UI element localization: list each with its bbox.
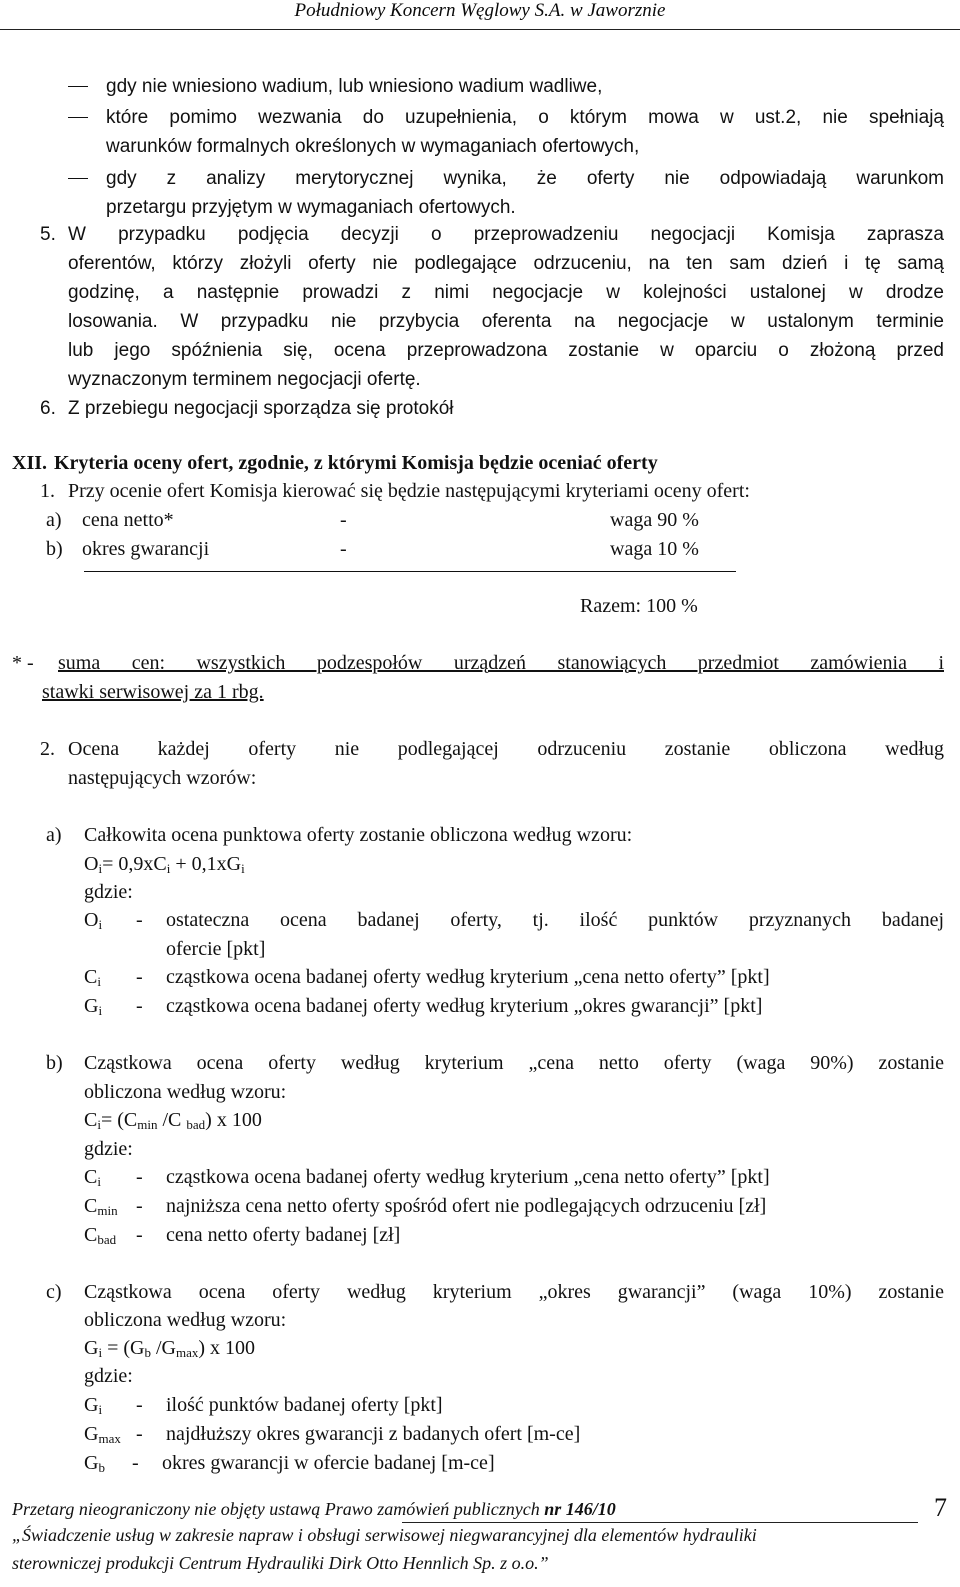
point-6-number: 6. (40, 398, 56, 419)
pa-def-3-sym: $G_i$ (84, 995, 103, 1018)
pc-def-2-sym: $G_{max}$ (84, 1423, 121, 1446)
p1-number: 1. (40, 480, 55, 502)
total: Razem: 100 % (580, 595, 698, 617)
pc-def-2-text: najdłuższy okres gwarancji z badanych ofert [m-ce] (166, 1423, 581, 1445)
pc-gdzie: gdzie: (84, 1365, 133, 1387)
criterion-b-name: okres gwarancji (82, 538, 210, 560)
p2-line-1: Ocena każdej oferty nie podlegającej odrzuceniu zostanie obliczona według (68, 738, 944, 760)
criterion-b-letter: b) (46, 538, 63, 560)
pb-def-2-text: najniższa cena netto oferty spośród ofert nie podlegających odrzuceniu [zł] (166, 1195, 767, 1217)
footnote-line-1: suma cen: wszystkich podzespołów urządzeń stanowiących przedmiot zamówienia i (58, 652, 944, 674)
pa-def-1-sym: $O_i$ (84, 909, 103, 932)
pc-def-2-dash: - (136, 1423, 143, 1445)
pa-def-1-text-2: ofercie [pkt] (166, 938, 266, 960)
footnote-line-2: stawki serwisowej za 1 rbg. (42, 681, 264, 703)
bullet-dash (68, 86, 88, 87)
pa-gdzie: gdzie: (84, 881, 133, 903)
footer-line-3: sterowniczej produkcji Centrum Hydrauliki Dirk Otto Hennlich Sp. z o.o.” (12, 1553, 549, 1573)
pb-def-1-text: cząstkowa ocena badanej oferty według kryterium „cena netto oferty” [pkt] (166, 1166, 770, 1188)
p2-line-2: następujących wzorów: (68, 767, 257, 789)
pb-def-1-sym: $C_i$ (84, 1166, 101, 1189)
criterion-a-sep: - (340, 509, 347, 531)
p1-text: Przy ocenie ofert Komisja kierować się będzie następującymi kryteriami oceny ofert: (68, 480, 750, 502)
point-5-line-6: wyznaczonym terminem negocjacji ofertę. (68, 369, 421, 390)
point-6-text: Z przebiegu negocjacji sporządza się protokół (68, 398, 454, 419)
pb-def-3-sym: $C_{bad}$ (84, 1224, 117, 1247)
pb-letter: b) (46, 1052, 63, 1074)
pb-def-1-dash: - (136, 1166, 143, 1188)
criterion-b-sep: - (340, 538, 347, 560)
pc-line-1: Cząstkowa ocena oferty według kryterium „okres gwarancji” (waga 10%) zostanie (84, 1281, 944, 1303)
footer-line-1: Przetarg nieograniczony nie objęty ustawą Prawo zamówień publicznych nr 146/10 (12, 1499, 616, 1519)
pc-def-3-text: okres gwarancji w ofercie badanej [m-ce] (162, 1452, 495, 1474)
pb-gdzie: gdzie: (84, 1138, 133, 1160)
bullet-3-line-1: gdy z analizy merytorycznej wynika, że oferty nie odpowiadają warunkom (106, 168, 944, 189)
pc-def-3-sym: $G_b$ (84, 1452, 105, 1475)
pa-def-2-dash: - (136, 966, 143, 988)
section-number: XII. (12, 452, 48, 474)
footer-line-2: „Świadczenie usług w zakresie napraw i obsługi serwisowej niegwarancyjnej dla elementów hydrauliki (12, 1525, 757, 1545)
sum-rule (84, 571, 736, 572)
bullet-2-line-2: warunków formalnych określonych w wymaganiach ofertowych, (106, 136, 640, 157)
pc-formula: $G_i = (G_b$ $/G_{max}$) x 100 (84, 1337, 256, 1360)
bullet-dash (68, 178, 88, 179)
pa-def-1-text: ostateczna ocena badanej oferty, tj. ilość punktów przyznanych badanej (166, 909, 944, 931)
point-5-line-4: losowania. W przypadku nie przybycia oferenta na negocjacje w ustalonym terminie (68, 311, 944, 332)
pb-formula: $C_i= (C_{min}$ /C $_{bad}$) x 100 (84, 1109, 262, 1132)
bullet-1: gdy nie wniesiono wadium, lub wniesiono wadium wadliwe, (106, 76, 603, 97)
pc-line-2: obliczona według wzoru: (84, 1309, 287, 1331)
pc-def-1-text: ilość punktów badanej oferty [pkt] (166, 1394, 443, 1416)
criterion-a-letter: a) (46, 509, 62, 531)
section-title: Kryteria oceny ofert, zgodnie, z którymi Komisja będzie oceniać oferty (54, 452, 658, 474)
p2-number: 2. (40, 738, 55, 760)
pb-line-1: Cząstkowa ocena oferty według kryterium „cena netto oferty (waga 90%) zostanie (84, 1052, 944, 1074)
page-number: 7 (934, 1493, 947, 1522)
pa-def-3-dash: - (136, 995, 143, 1017)
criterion-a-weight: waga 90 % (610, 509, 699, 531)
pb-def-2-dash: - (136, 1195, 143, 1217)
pc-def-3-dash: - (132, 1452, 139, 1474)
pa-def-2-sym: $C_i$ (84, 966, 101, 989)
pc-def-1-dash: - (136, 1394, 143, 1416)
point-5-number: 5. (40, 224, 56, 245)
footnote-mark: * - (12, 652, 34, 674)
pa-def-1-dash: - (136, 909, 143, 931)
pc-def-1-sym: $G_i$ (84, 1394, 103, 1417)
point-5-line-5: lub jego spóźnienia się, ocena przeprowadzona zostanie w oparciu o złożoną przed (68, 340, 944, 361)
pb-def-3-text: cena netto oferty badanej [zł] (166, 1224, 401, 1246)
pa-def-3-text: cząstkowa ocena badanej oferty według kryterium „okres gwarancji” [pkt] (166, 995, 763, 1017)
criterion-a-name: cena netto* (82, 509, 174, 531)
bullet-dash (68, 117, 88, 118)
pa-letter: a) (46, 824, 62, 846)
pc-letter: c) (46, 1281, 62, 1303)
page-header: Południowy Koncern Węglowy S.A. w Jaworznie (294, 0, 666, 21)
bullet-3-line-2: przetargu przyjętym w wymaganiach ofertowych. (106, 197, 516, 218)
pa-intro: Całkowita ocena punktowa oferty zostanie obliczona według wzoru: (84, 824, 633, 846)
pb-def-3-dash: - (136, 1224, 143, 1246)
pa-def-2-text: cząstkowa ocena badanej oferty według kryterium „cena netto oferty” [pkt] (166, 966, 770, 988)
bullet-2-line-1: które pomimo wezwania do uzupełnienia, o którym mowa w ust.2, nie spełniają (106, 107, 944, 128)
header-rule (0, 29, 960, 30)
criterion-b-weight: waga 10 % (610, 538, 699, 560)
point-5-line-1: W przypadku podjęcia decyzji o przeprowadzeniu negocjacji Komisja zaprasza (68, 224, 944, 245)
point-5-line-2: oferentów, którzy złożyli oferty nie podlegające odrzuceniu, na ten sam dzień i tę samą (68, 253, 944, 274)
pb-def-2-sym: $C_{min}$ (84, 1195, 118, 1218)
pb-line-2: obliczona według wzoru: (84, 1081, 287, 1103)
pa-formula: $O_i= 0,9xC_i + 0,1xG_i$ (84, 853, 245, 876)
point-5-line-3: godzinę, a następnie prowadzi z nimi negocjacje w kolejności ustalonej w drodze (68, 282, 944, 303)
